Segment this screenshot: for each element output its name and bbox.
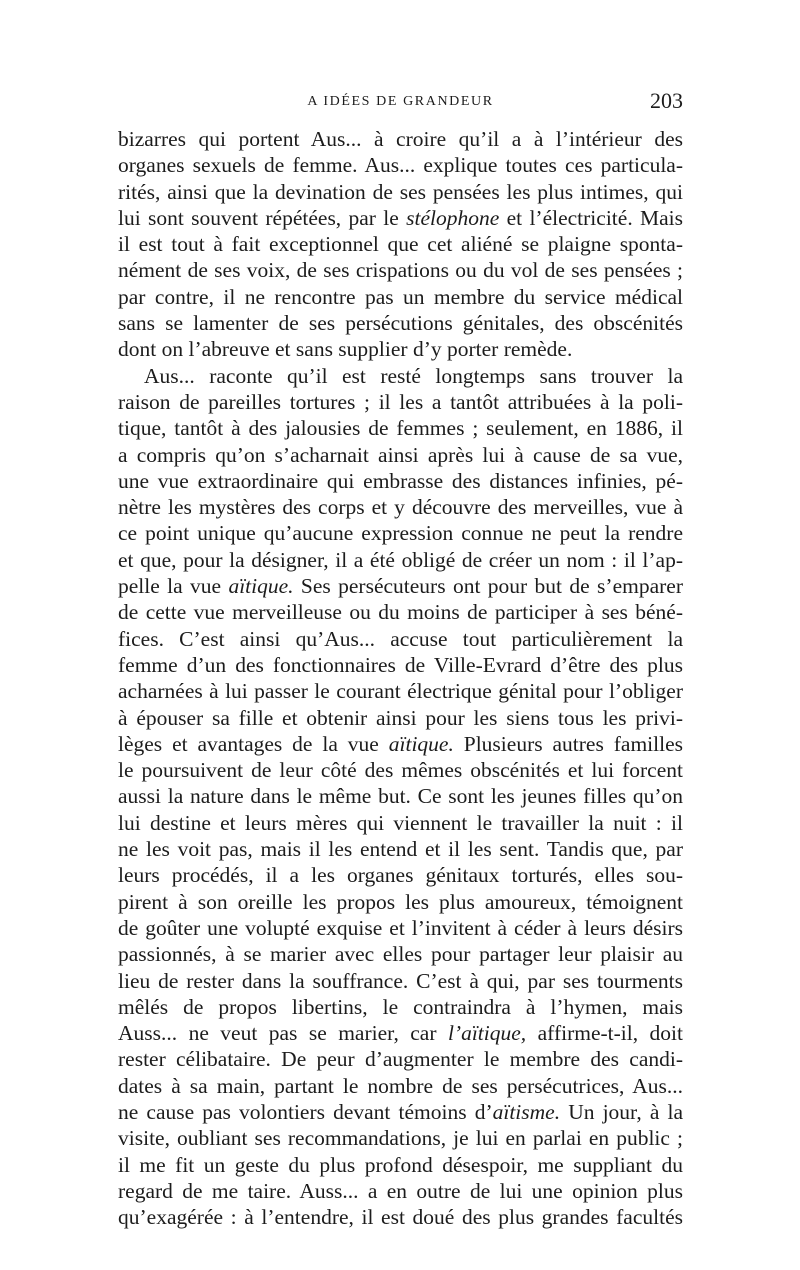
text-line — [118, 415, 683, 441]
text-line — [118, 731, 683, 757]
text-line — [118, 520, 683, 546]
text-line — [118, 994, 683, 1020]
italic-term: aïtique. — [388, 731, 454, 756]
text-line — [118, 284, 683, 310]
text-line — [118, 652, 683, 678]
text-line — [118, 783, 683, 809]
text-segment: organes sexuels de femme. Aus... explique toutes ces particula- — [118, 153, 683, 178]
text-segment: a compris qu’on s’acharnait ainsi après lui à cause de sa vue, — [118, 442, 683, 467]
text-segment: il est tout à fait exceptionnel que cet aliéné se plaigne sponta- — [118, 232, 683, 257]
text-line — [118, 547, 683, 573]
text-segment: le poursuivent de leur côté des mêmes obscénités et lui forcent — [118, 758, 683, 783]
text-segment: à épouser sa fille et obtenir ainsi pour les siens tous les privi- — [118, 705, 683, 730]
text-segment: ne les voit pas, mais il les entend et il les sent. Tandis que, par — [118, 837, 683, 862]
text-line — [118, 1020, 683, 1046]
italic-term: l’aïtique, — [447, 1021, 527, 1046]
text-segment: pelle la vue — [118, 574, 229, 599]
text-line — [118, 941, 683, 967]
text-segment: femme d’un des fonctionnaires de Ville-Evrard d’être des plus — [118, 652, 683, 677]
text-segment: Aus... raconte qu’il est resté longtemps sans trouver la — [144, 363, 683, 388]
text-segment: dont on l’abreuve et sans supplier d’y porter remède. — [118, 337, 573, 362]
text-segment: lui destine et leurs mères qui viennent le travailler la nuit : il — [118, 810, 683, 835]
text-segment: ne cause pas volontiers devant témoins d’ — [118, 1099, 493, 1124]
text-line — [118, 257, 683, 283]
text-segment: Plusieurs autres familles — [453, 731, 683, 756]
text-segment: nément de ses voix, de ses crispations ou du vol de ses pensées ; — [118, 258, 683, 283]
text-segment: passionnés, à se marier avec elles pour partager leur plaisir au — [118, 942, 683, 967]
text-segment: et que, pour la désigner, il a été obligé de créer un nom : il l’ap- — [118, 547, 683, 572]
italic-term: stélophone — [406, 205, 500, 230]
text-line — [118, 310, 683, 336]
text-segment: rités, ainsi que la devination de ses pensées les plus intimes, qui — [118, 179, 683, 204]
text-segment: qu’exagérée : à l’entendre, il est doué des plus grandes facultés — [118, 1205, 683, 1230]
text-line — [118, 757, 683, 783]
text-segment: regard de me taire. Auss... a en outre de lui une opinion plus — [118, 1178, 683, 1203]
text-segment: Auss... ne veut pas se marier, car — [118, 1021, 448, 1046]
text-line — [118, 626, 683, 652]
text-segment: lèges et avantages de la vue — [118, 731, 389, 756]
text-line — [118, 152, 683, 178]
text-segment: sans se lamenter de ses persécutions génitales, des obscénités — [118, 311, 683, 336]
text-line — [118, 363, 683, 389]
text-line — [118, 205, 683, 231]
text-line — [118, 442, 683, 468]
text-segment: par contre, il ne rencontre pas un membre du service médical — [118, 284, 683, 309]
text-segment: et l’électricité. Mais — [499, 205, 684, 230]
text-line — [118, 494, 683, 520]
text-line — [118, 836, 683, 862]
running-head — [118, 88, 683, 120]
text-segment: lui sont souvent répétées, par le — [118, 205, 407, 230]
text-line — [118, 231, 683, 257]
body-text — [118, 126, 683, 1230]
text-line — [118, 179, 683, 205]
text-line — [118, 336, 683, 362]
text-segment: dates à sa main, partant le nombre de ses persécutrices, Aus... — [118, 1073, 683, 1098]
text-line — [118, 705, 683, 731]
text-line — [118, 599, 683, 625]
text-line — [118, 1152, 683, 1178]
text-segment: de cette vue merveilleuse ou du moins de participer à ses béné- — [118, 600, 683, 625]
text-line — [118, 678, 683, 704]
text-line — [118, 1099, 683, 1125]
text-line — [118, 1204, 683, 1230]
text-segment: ce point unique qu’aucune expression connue ne peut la rendre — [118, 521, 683, 546]
text-segment: bizarres qui portent Aus... à croire qu’il a à l’intérieur des — [118, 127, 683, 151]
text-segment: acharnées à lui passer le courant électrique génital pour l’obliger — [118, 679, 683, 704]
text-line — [118, 968, 683, 994]
text-segment: visite, oubliant ses recommandations, je lui en parlai en public ; — [118, 1126, 683, 1151]
page-number: 203 — [650, 88, 683, 113]
text-line — [118, 1125, 683, 1151]
text-segment: Ses persécuteurs ont pour but de s’emparer — [293, 574, 683, 599]
text-segment: Un jour, à la — [560, 1099, 683, 1124]
text-line — [118, 389, 683, 415]
text-line — [118, 1073, 683, 1099]
italic-term: aïtisme. — [492, 1099, 561, 1124]
text-segment: de goûter une volupté exquise et l’invitent à céder à leurs désirs — [118, 915, 683, 940]
text-line — [118, 1046, 683, 1072]
text-segment: lieu de rester dans la souffrance. C’est à qui, par ses tourments — [118, 968, 683, 993]
text-line — [118, 889, 683, 915]
italic-term: aïtique. — [228, 574, 294, 599]
text-segment: pirent à son oreille les propos les plus amoureux, témoignent — [118, 889, 683, 914]
text-segment: raison de pareilles tortures ; il les a tantôt attribuées à la poli- — [118, 389, 683, 414]
text-segment: leurs procédés, il a les organes génitaux torturés, elles sou- — [118, 863, 683, 888]
running-title: A IDÉES DE GRANDEUR — [307, 94, 494, 109]
text-segment: une vue extraordinaire qui embrasse des distances infinies, pé- — [118, 468, 683, 493]
text-segment: aussi la nature dans le même but. Ce sont les jeunes filles qu’on — [118, 784, 683, 809]
text-segment: il me fit un geste du plus profond désespoir, me suppliant du — [118, 1152, 683, 1177]
text-segment: affirme-t-il, doit — [526, 1021, 684, 1046]
text-line — [118, 862, 683, 888]
text-segment: nètre les mystères des corps et y découvre des merveilles, vue à — [118, 495, 683, 520]
text-segment: mêlés de propos libertins, le contraindra à l’hymen, mais — [118, 994, 683, 1019]
text-segment: fices. C’est ainsi qu’Aus... accuse tout particulièrement la — [118, 626, 683, 651]
text-line — [118, 915, 683, 941]
text-line — [118, 468, 683, 494]
text-segment: rester célibataire. De peur d’augmenter le membre des candi- — [118, 1047, 683, 1072]
text-line — [118, 1178, 683, 1204]
text-line — [118, 810, 683, 836]
text-line — [118, 573, 683, 599]
text-line — [118, 126, 683, 152]
text-segment: tique, tantôt à des jalousies de femmes ; seulement, en 1886, il — [118, 416, 683, 441]
